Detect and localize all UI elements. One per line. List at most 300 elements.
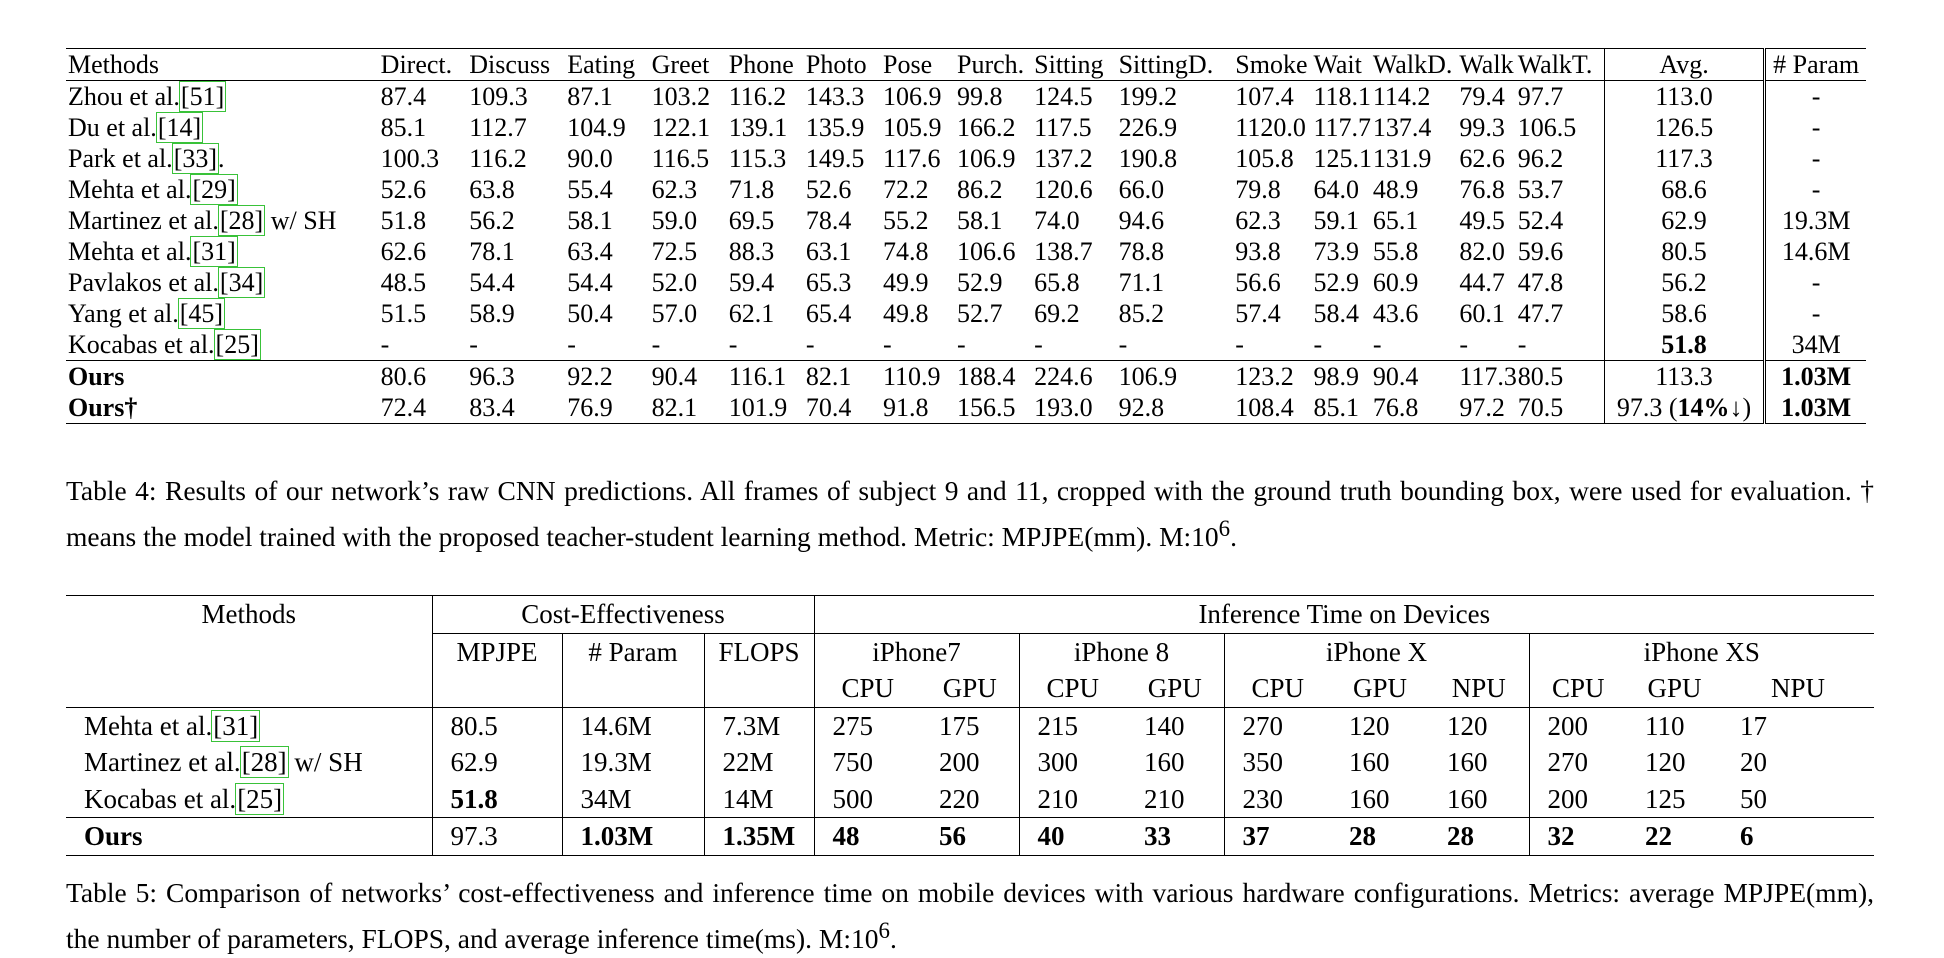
cell-value: 200 (939, 747, 980, 777)
table-4-value-cell (1604, 143, 1765, 174)
table-4-value-cell (955, 143, 1032, 174)
cell-value: 14.6M (1781, 237, 1851, 266)
cell-value: 210 (1037, 783, 1079, 814)
cell-value: - (805, 330, 815, 359)
cell-value: 55.8 (1372, 237, 1419, 266)
cell-value: 47.7 (1517, 299, 1564, 328)
table-4-method-cell (66, 236, 379, 267)
cell-value: 210 (1144, 783, 1185, 814)
table-4-value-cell (565, 112, 649, 143)
table-5-value-cell (432, 744, 562, 781)
cell-value: 120 (1349, 710, 1390, 741)
table-4-value-cell (1371, 174, 1458, 205)
cell-value: 300 (1037, 747, 1079, 777)
table-5-caption-text: Table 5: Comparison of networks’ cost-effectiveness and inference time on mobile devices with various hardware configurations. Metrics: average MPJPE(mm), the number of parameters, FLOPS, and average inference time(ms). M:10 (66, 877, 1874, 955)
cell-value: 116.2 (469, 144, 527, 173)
table-4-row (66, 329, 1866, 361)
table-4-value-cell (650, 267, 727, 298)
table-4-value-cell (955, 361, 1032, 393)
cell-value: 22 (1645, 821, 1673, 851)
cell-value: 122.1 (651, 113, 711, 142)
cell-value: 99.8 (957, 82, 1003, 111)
table-4-value-cell (1117, 236, 1234, 267)
table-4-value-cell (727, 112, 804, 143)
table-4-value-cell (1457, 298, 1515, 329)
table-4-value-cell (1371, 81, 1458, 113)
cell-value: 34M (1791, 330, 1841, 359)
table-5-value-cell (562, 744, 704, 781)
cell-value: 750 (832, 747, 874, 777)
table-4-value-cell (379, 329, 468, 361)
table-4-value-cell (1765, 392, 1866, 424)
cell-value: 82.0 (1459, 237, 1505, 266)
table-4-value-cell (1765, 329, 1866, 361)
table-4-value-cell (1371, 205, 1458, 236)
table-4-value-cell (1032, 236, 1116, 267)
table-4-value-cell (804, 298, 881, 329)
table-4-value-cell (881, 174, 955, 205)
table-4-value-cell (1311, 267, 1370, 298)
cell-value: 94.6 (1118, 206, 1165, 235)
table-4-value-cell (650, 143, 727, 174)
cell-value: 103.2 (651, 82, 711, 111)
citation-link[interactable]: [34] (219, 268, 264, 297)
table-5-value-cell (1722, 707, 1874, 744)
citation-link[interactable]: [14] (157, 113, 202, 142)
cell-value: 106.9 (883, 82, 942, 111)
table-4-method-cell (66, 174, 379, 205)
cell-value: 52.4 (1517, 206, 1564, 235)
table-4-value-cell (881, 298, 955, 329)
cell-value: 97.2 (1459, 393, 1505, 422)
cell-value: 63.4 (567, 237, 613, 266)
cell-value: 54.4 (469, 268, 515, 297)
cell-value: 74.8 (883, 237, 929, 266)
table-4-header-cell: Smoke (1235, 50, 1308, 79)
citation-link[interactable]: [45] (179, 299, 224, 328)
citation-link[interactable]: [29] (192, 175, 236, 204)
table-4-value-cell (1311, 236, 1370, 267)
table-4-value-cell (1233, 143, 1311, 174)
cell-value: 156.5 (957, 393, 1016, 422)
cell-value: 224.6 (1034, 362, 1093, 391)
table-5-value-cell (1019, 781, 1126, 818)
cell-value: 71.8 (728, 175, 775, 204)
cell-value: 49.5 (1459, 206, 1505, 235)
cell-value: 78.8 (1118, 237, 1165, 266)
table-4-value-cell (1765, 236, 1866, 267)
table-4-value-cell (1604, 329, 1765, 361)
cell-value: 83.4 (469, 393, 515, 422)
cell-value: 97.7 (1517, 82, 1564, 111)
table-5-body (66, 707, 1874, 855)
method-name: Du et al. (68, 113, 157, 142)
table-4-value-cell (1516, 267, 1605, 298)
table-5-value-cell (1331, 707, 1429, 744)
table-4-value-cell (1032, 143, 1116, 174)
cell-value: 58.6 (1661, 299, 1707, 328)
table-4-value-cell (881, 329, 955, 361)
cell-value: 139.1 (728, 113, 788, 142)
table-5-value-cell (1429, 781, 1529, 818)
table-4-value-cell (1765, 267, 1866, 298)
table-4-value-cell (379, 174, 468, 205)
table-4-value-cell (955, 112, 1032, 143)
table-4-value-cell (955, 236, 1032, 267)
table-4-header-cell: Sitting (1034, 50, 1104, 79)
table-4-value-cell (467, 143, 565, 174)
table-4-value-cell (1516, 361, 1605, 393)
table-4-value-cell (1233, 112, 1311, 143)
method-name: Ours (84, 821, 143, 851)
table-5-value-cell (1529, 744, 1627, 781)
table-4-value-cell (727, 143, 804, 174)
cell-value: 80.5 (1661, 237, 1707, 266)
improvement-note: 14%↓ (1677, 393, 1743, 422)
cell-value: 115.3 (728, 144, 787, 173)
table-4-value-cell (1032, 112, 1116, 143)
table-4-value-cell (1311, 174, 1370, 205)
cell-value: 1.03M (1781, 362, 1852, 391)
table-4-value-cell (1032, 174, 1116, 205)
cell-value: 71.1 (1118, 268, 1165, 297)
table-5-value-cell (1126, 707, 1224, 744)
table-4-value-cell (1233, 236, 1311, 267)
cell-value: 116.1 (728, 362, 787, 391)
table-4-value-cell (1516, 392, 1605, 424)
table-4-row (66, 174, 1866, 205)
table-4-caption-exponent: 6 (1218, 516, 1231, 541)
cell-value: 66.0 (1118, 175, 1165, 204)
table-4-value-cell (1233, 205, 1311, 236)
table-5-hardware-header: CPU (814, 670, 921, 707)
cell-value: 55.4 (567, 175, 613, 204)
table-4-value-cell (1516, 205, 1605, 236)
table-5-device-iphone7: iPhone7 (814, 633, 1019, 670)
table-4-value-cell (1604, 267, 1765, 298)
table-4-value-cell (1457, 81, 1515, 113)
citation-link[interactable]: [28] (219, 206, 264, 235)
table-4-value-cell (1233, 361, 1311, 393)
table-5-row (66, 781, 1874, 818)
cell-value: 125.1 (1313, 144, 1372, 173)
table-4-value-cell (1371, 267, 1458, 298)
table-5-value-cell (1331, 781, 1429, 818)
table-4-value-cell (804, 267, 881, 298)
table-4-value-cell (650, 112, 727, 143)
table-5-value-cell (1529, 781, 1627, 818)
cell-value: 350 (1242, 747, 1284, 777)
table-4-method-cell (66, 205, 379, 236)
table-5-caption (66, 874, 1874, 958)
table-4-value-cell (467, 361, 565, 393)
table-5-hardware-header: GPU (921, 670, 1019, 707)
table-5-device-iphonexs: iPhone XS (1529, 633, 1874, 670)
citation-link[interactable]: [51] (180, 82, 225, 111)
cell-value: 85.1 (1313, 393, 1359, 422)
method-name: Mehta et al. (84, 710, 213, 741)
cell-value: 22M (722, 747, 774, 777)
citation-link[interactable]: [25] (215, 330, 259, 359)
table-5-value-cell (921, 818, 1019, 856)
cell-value: 126.5 (1654, 113, 1714, 142)
citation-link[interactable]: [31] (213, 710, 259, 741)
table-5-value-cell (921, 781, 1019, 818)
table-4-value-cell (804, 81, 881, 113)
cell-value: 62.6 (1459, 144, 1505, 173)
citation-link[interactable]: [33] (173, 144, 218, 173)
method-name: Pavlakos et al. (68, 268, 219, 297)
table-5-hardware-header: GPU (1126, 670, 1224, 707)
cell-value: 57.4 (1235, 299, 1281, 328)
cell-value: 72.5 (651, 237, 698, 266)
table-4-value-cell (955, 329, 1032, 361)
cell-value: 117.7 (1313, 113, 1371, 142)
table-4-value-cell (1311, 81, 1370, 113)
cell-value: 143.3 (805, 82, 865, 111)
cell-value: 200 (1547, 710, 1589, 741)
table-4-header-cell: Pose (883, 50, 933, 79)
cell-value: 82.1 (651, 393, 698, 422)
method-name: Kocabas et al. (84, 783, 237, 814)
table-5-value-cell (1529, 818, 1627, 856)
table-4-value-cell (1604, 205, 1765, 236)
cell-value: 85.1 (380, 113, 427, 142)
cell-value: 62.9 (450, 747, 498, 777)
cell-value: 90.4 (1372, 362, 1419, 391)
table-4-value-cell (955, 81, 1032, 113)
table-4-value-cell (1233, 392, 1311, 424)
cell-value: 215 (1037, 710, 1079, 741)
table-4-header-cell: # Param (1765, 49, 1866, 81)
cell-value: 65.1 (1372, 206, 1419, 235)
table-5-caption-end: . (889, 923, 897, 955)
table-5-value-cell (432, 707, 562, 744)
table-5-value-cell (1429, 744, 1529, 781)
cell-value: 48.9 (1372, 175, 1419, 204)
cell-value: 226.9 (1118, 113, 1178, 142)
cell-value: 98.9 (1313, 362, 1359, 391)
table-4-value-cell (1604, 174, 1765, 205)
cell-value: 1120.0 (1235, 113, 1306, 142)
cell-value: 117.6 (883, 144, 941, 173)
table-4-value-cell (565, 205, 649, 236)
table-5-device-iphone8: iPhone 8 (1019, 633, 1224, 670)
cell-value: 56 (939, 821, 967, 851)
cell-value: 116.5 (651, 144, 710, 173)
table-5-value-cell (1722, 781, 1874, 818)
cell-value: 52.6 (805, 175, 852, 204)
cell-value: 54.4 (567, 268, 613, 297)
method-suffix: w/ SH (264, 206, 337, 235)
table-4-value-cell (1233, 81, 1311, 113)
cell-value: 105.9 (883, 113, 942, 142)
cell-value: 65.4 (805, 299, 852, 328)
cell-value: 58.9 (469, 299, 515, 328)
table-5-value-cell (1627, 744, 1722, 781)
table-4-value-cell (1765, 361, 1866, 393)
table-4-value-cell (565, 298, 649, 329)
cell-value: 110 (1645, 710, 1685, 741)
cell-value: 70.5 (1517, 393, 1564, 422)
table-5-cost-group-header: Cost-Effectiveness (432, 596, 814, 634)
cell-value: - (1034, 330, 1043, 359)
table-5-value-cell (704, 707, 814, 744)
citation-link[interactable]: [31] (192, 237, 236, 266)
table-4-value-cell (881, 205, 955, 236)
table-5-hardware-header: CPU (1529, 670, 1627, 707)
table-4-value-cell (804, 174, 881, 205)
table-4-value-cell (379, 112, 468, 143)
table-5-methods-header: Methods (66, 596, 432, 708)
cell-value: 104.9 (567, 113, 626, 142)
cell-value: 100.3 (380, 144, 440, 173)
table-4-value-cell (881, 267, 955, 298)
table-5-row (66, 707, 1874, 744)
cell-value: 199.2 (1118, 82, 1178, 111)
cell-value: 59.1 (1313, 206, 1359, 235)
table-4-value-cell (1311, 392, 1370, 424)
cell-value: 79.8 (1235, 175, 1281, 204)
citation-link[interactable]: [25] (237, 783, 283, 814)
table-4-value-cell (650, 236, 727, 267)
table-5-cost-header-flops: FLOPS (704, 633, 814, 707)
table-5-value-cell (1722, 744, 1874, 781)
table-4-value-cell (1604, 361, 1765, 393)
table-4-header-cell: Walk (1459, 50, 1514, 79)
cell-value: 73.9 (1313, 237, 1359, 266)
table-4-value-cell (727, 329, 804, 361)
cell-value: 270 (1547, 747, 1589, 777)
method-name: Kocabas et al. (68, 330, 215, 359)
method-name: Yang et al. (68, 299, 179, 328)
table-4-value-cell (727, 174, 804, 205)
cell-value: 90.4 (651, 362, 698, 391)
cell-value: - (1313, 330, 1323, 359)
citation-link[interactable]: [28] (241, 747, 287, 777)
table-5-value-cell (1126, 781, 1224, 818)
table-4-value-cell (727, 267, 804, 298)
table-4-value-cell (1117, 267, 1234, 298)
table-4-value-cell (1457, 112, 1515, 143)
table-4-value-cell (1457, 174, 1515, 205)
cell-value: 65.8 (1034, 268, 1080, 297)
table-5-value-cell (1224, 744, 1331, 781)
cell-value: - (1811, 82, 1821, 111)
table-4-value-cell (1117, 112, 1234, 143)
table-5-value-cell (562, 707, 704, 744)
cell-value: - (380, 330, 390, 359)
cell-value: 160 (1349, 747, 1390, 777)
cell-value: 59.6 (1517, 237, 1564, 266)
table-4-value-cell (804, 236, 881, 267)
table-4-value-cell (1032, 329, 1116, 361)
table-4-row (66, 236, 1866, 267)
cell-value: 69.2 (1034, 299, 1080, 328)
table-4-value-cell (650, 81, 727, 113)
cell-value: 76.9 (567, 393, 613, 422)
cell-value: 1.35M (722, 821, 796, 851)
table-4-value-cell (379, 392, 468, 424)
table-4-value-cell (1311, 329, 1370, 361)
table-4-value-cell (379, 81, 468, 113)
table-4-value-cell (1516, 298, 1605, 329)
cell-value: 52.7 (957, 299, 1003, 328)
table-4-value-cell (1765, 143, 1866, 174)
cell-value: 160 (1447, 747, 1488, 777)
method-suffix: . (218, 144, 225, 173)
table-4-method-cell (66, 298, 379, 329)
cell-value: 123.2 (1235, 362, 1294, 391)
cell-value: 112.7 (469, 113, 527, 142)
table-4-value-cell (1032, 81, 1116, 113)
method-name: Ours (68, 362, 125, 391)
table-4-value-cell (467, 174, 565, 205)
table-4-value-cell (1117, 81, 1234, 113)
cell-value: - (1235, 330, 1244, 359)
table-4-value-cell (727, 392, 804, 424)
table-5-hardware-header: GPU (1627, 670, 1722, 707)
table-4-value-cell (1516, 112, 1605, 143)
table-4-value-cell (1117, 298, 1234, 329)
cell-value: - (1811, 268, 1821, 297)
table-4-value-cell (955, 298, 1032, 329)
cell-value: 99.3 (1459, 113, 1505, 142)
method-name: Mehta et al. (68, 175, 192, 204)
table-4-value-cell (1233, 174, 1311, 205)
table-4-value-cell (379, 205, 468, 236)
table-5-value-cell (1627, 818, 1722, 856)
cell-value: 106.5 (1517, 113, 1577, 142)
cell-value: 40 (1037, 821, 1065, 851)
table-4-value-cell (650, 174, 727, 205)
table-4-value-cell (881, 236, 955, 267)
table-4-header-cell: Greet (651, 50, 710, 79)
cell-value: 51.8 (450, 783, 498, 814)
cell-value: 135.9 (805, 113, 865, 142)
cell-value: 49.8 (883, 299, 929, 328)
table-4-header-cell: Discuss (469, 50, 551, 79)
table-4-value-cell (1311, 205, 1370, 236)
table-4-value-cell (727, 205, 804, 236)
table-4-row (66, 361, 1866, 393)
cell-value: 53.7 (1517, 175, 1564, 204)
table-5-group-row (66, 596, 1874, 634)
cell-value: 275 (832, 710, 874, 741)
table-4-header-cell: WalkD. (1372, 50, 1453, 79)
cell-value: 108.4 (1235, 393, 1294, 422)
table-4-header-cell: Methods (68, 50, 159, 79)
table-4-row (66, 143, 1866, 174)
cell-value: 58.1 (957, 206, 1003, 235)
cell-value: 124.5 (1034, 82, 1093, 111)
table-4-value-cell (881, 81, 955, 113)
table-4-value-cell (1516, 329, 1605, 361)
cell-value: 56.2 (1661, 268, 1707, 297)
cell-value: 63.8 (469, 175, 515, 204)
cell-value: 160 (1447, 783, 1488, 814)
table-5-value-cell (1627, 781, 1722, 818)
table-5-value-cell (1126, 744, 1224, 781)
table-4-header-row (66, 49, 1866, 81)
cell-value: 118.1 (1313, 82, 1371, 111)
cell-value: 105.8 (1235, 144, 1294, 173)
table-4-header-cell: Phone (728, 50, 794, 79)
cell-value: 137.4 (1372, 113, 1432, 142)
table-4-value-cell (955, 392, 1032, 424)
table-5-value-cell (921, 707, 1019, 744)
table-5-value-cell (1019, 707, 1126, 744)
